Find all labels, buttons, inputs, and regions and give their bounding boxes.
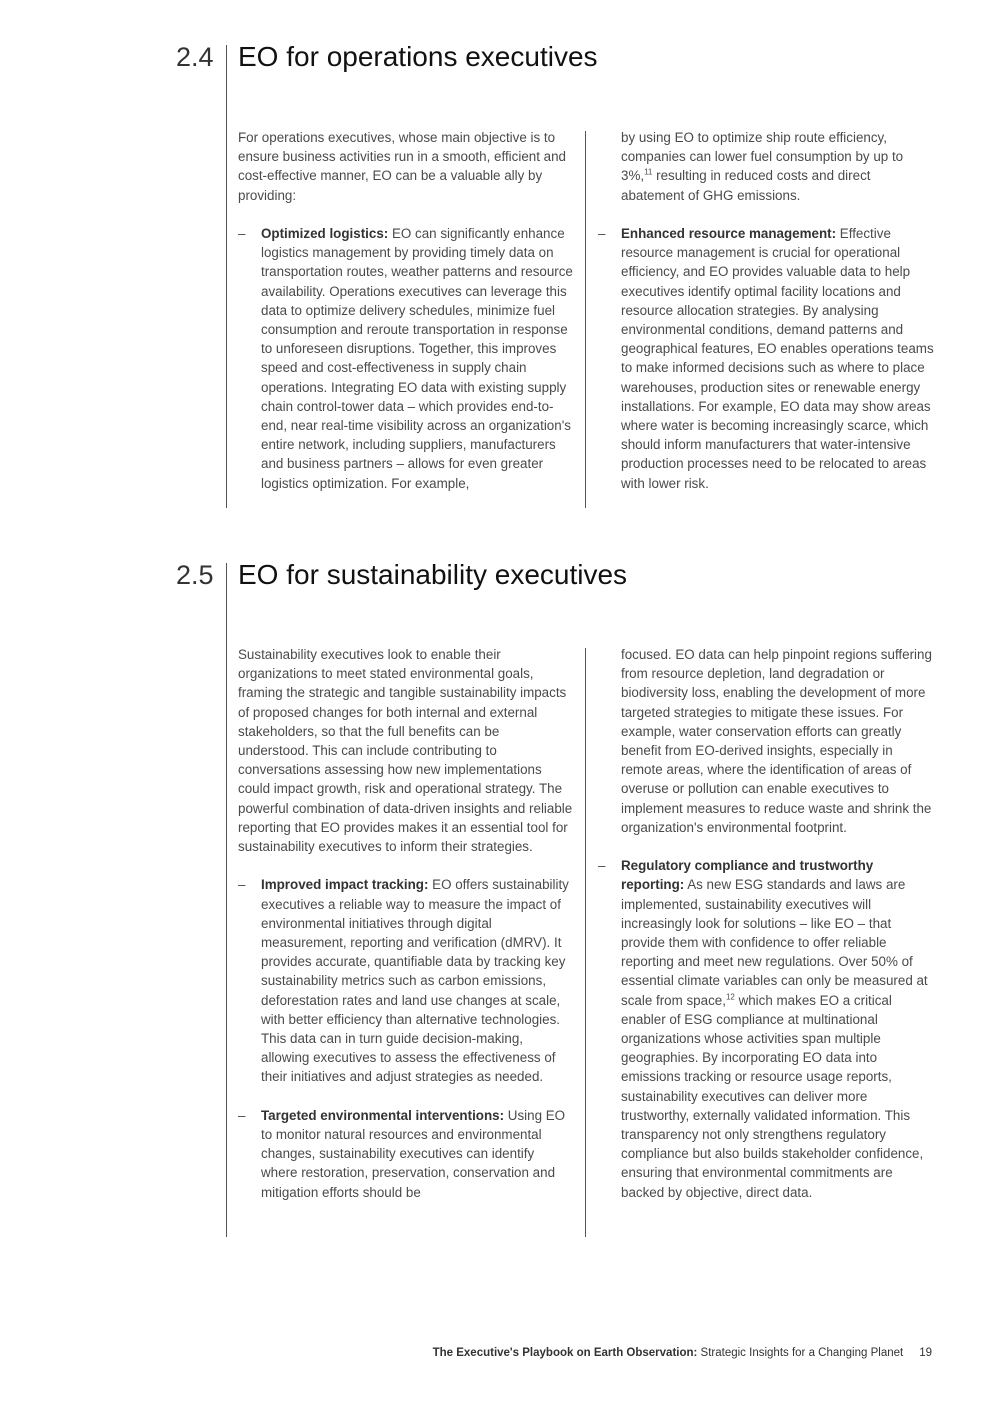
intro-paragraph: For operations executives, whose main objective is to ensure business activities run in a smooth, efficient and cost-effective manner, EO can be a valuable ally by providing: bbox=[238, 130, 567, 203]
item-text: As new ESG standards and laws are implemented, sustainability executives will increasingly look for solutions – like EO – that provide them with confidence to offer reliable reporting and meet new regulations. Over 50% of essential climate variables can only be measured at scale from space, bbox=[621, 877, 928, 1008]
item-text: EO can significantly enhance logistics management by providing timely data on transportation routes, weather patterns and resource availability. Operations executives can leverage this data to optimize delivery schedules, minimize fuel consumption and reroute transportation in response to unforeseen disruptions. Together, this improves speed and cost-effectiveness in supply chain operations. Integrating EO data with existing supply chain control-tower data – which provides end-to-end, near real-time visibility across an organization's entire network, including suppliers, manufacturers and business partners – allows for even greater logistics optimization. For example, bbox=[261, 226, 573, 491]
page-footer bbox=[433, 1347, 932, 1359]
text: by using EO to optimize ship route efficiency, companies can lower fuel consumption by up to 3%, bbox=[621, 130, 904, 184]
footnote-ref: 12 bbox=[725, 992, 735, 1002]
item-text: which makes EO a critical enabler of ESG compliance at multinational organizations whose activities span multiple geographies. By incorporating EO data into emissions tracking or resource usage reports, sustainability executives can deliver more trustworthy, externally validated information. This transparency not only strengthens regulatory compliance but also builds stakeholder confidence, ensuring that environmental commitments are backed by objective, direct data. bbox=[621, 992, 924, 1200]
left-column bbox=[238, 128, 573, 512]
footer-publication: The Executive's Playbook on Earth Observation: bbox=[432, 1347, 698, 1359]
text: resulting in reduced costs and direct abatement of GHG emissions. bbox=[621, 168, 871, 203]
section-title: EO for operations executives bbox=[238, 41, 598, 72]
item-text: Effective resource management is crucial for operational efficiency, and EO provides valuable data to help executives identify optimal facility locations and resource allocation strategies. By analysing environmental conditions, demand patterns and geographical features, EO enables operations teams to make informed decisions such as where to place warehouses, production sites or renewable energy installations. For example, EO data may show areas where water is becoming increasingly scarce, which should inform manufacturers that water-intensive production processes need to be relocated to areas with lower risk. bbox=[621, 226, 934, 491]
section-title: EO for sustainability executives bbox=[238, 559, 628, 590]
list-item bbox=[238, 875, 573, 1086]
bullet-dash: – bbox=[238, 877, 246, 893]
section-number: 2.4 bbox=[176, 42, 214, 72]
item-lead: Improved impact tracking: bbox=[261, 877, 429, 893]
intro-paragraph: Sustainability executives look to enable their organizations to meet stated environmental goals, framing the strategic and tangible sustainability impacts of proposed changes for both internal and external stakeholders, so that the full benefits can be understood. This can include contributing to conversations assessing how new implementations could impact growth, risk and operational strategy. The powerful combination of data-driven insights and reliable reporting that EO provides makes it an essential tool for sustainability executives to inform their strategies. bbox=[238, 647, 573, 855]
list-item bbox=[238, 224, 573, 493]
item-text: EO offers sustainability executives a reliable way to measure the impact of environmental initiatives through digital measurement, reporting and verification (dMRV). It provides accurate, quantifiable data by tracking key sustainability metrics such as carbon emissions, deforestation rates and land use changes at scale, with better efficiency than alternative technologies. This data can in turn guide decision-making, allowing executives to assess the effectiveness of their initiatives and adjust strategies as needed. bbox=[261, 877, 569, 1085]
item-lead: Enhanced resource management: bbox=[621, 226, 837, 241]
section-rule bbox=[226, 45, 227, 508]
item-lead: Regulatory compliance and trustworthy reporting: bbox=[621, 858, 874, 893]
list-item bbox=[238, 1106, 573, 1202]
right-column bbox=[598, 128, 934, 512]
bullet-dash: – bbox=[238, 226, 246, 241]
column-divider bbox=[585, 131, 586, 508]
bullet-dash: – bbox=[238, 1107, 246, 1123]
item-lead: Targeted environmental interventions: bbox=[261, 1107, 505, 1123]
page-number: 19 bbox=[919, 1347, 932, 1359]
list-item bbox=[598, 224, 934, 493]
list-item bbox=[598, 856, 934, 1202]
item-lead: Optimized logistics: bbox=[261, 226, 389, 241]
item-text: Using EO to monitor natural resources and environmental changes, sustainability executives can identify where restoration, preservation, conservation and mitigation efforts should be bbox=[261, 1107, 566, 1200]
continued-text: focused. EO data can help pinpoint regions suffering from resource depletion, land degradation or biodiversity loss, enabling the development of more targeted strategies to mitigate these issues. For example, water conservation efforts can greatly benefit from EO-derived insights, especially in remote areas, where the identification of areas of overuse or pollution can enable executives to implement measures to reduce waste and shrink the organization's environmental footprint. bbox=[621, 647, 932, 835]
right-column bbox=[598, 645, 934, 1221]
bullet-dash: – bbox=[598, 858, 606, 874]
column-divider bbox=[585, 648, 586, 1237]
left-column bbox=[238, 645, 573, 1221]
footer-subtitle: Strategic Insights for a Changing Planet bbox=[697, 1347, 904, 1359]
bullet-dash: – bbox=[598, 226, 606, 241]
section-rule bbox=[226, 563, 227, 1237]
section-number: 2.5 bbox=[176, 560, 214, 590]
continued-text bbox=[598, 128, 934, 205]
footnote-ref: 11 bbox=[644, 167, 653, 177]
